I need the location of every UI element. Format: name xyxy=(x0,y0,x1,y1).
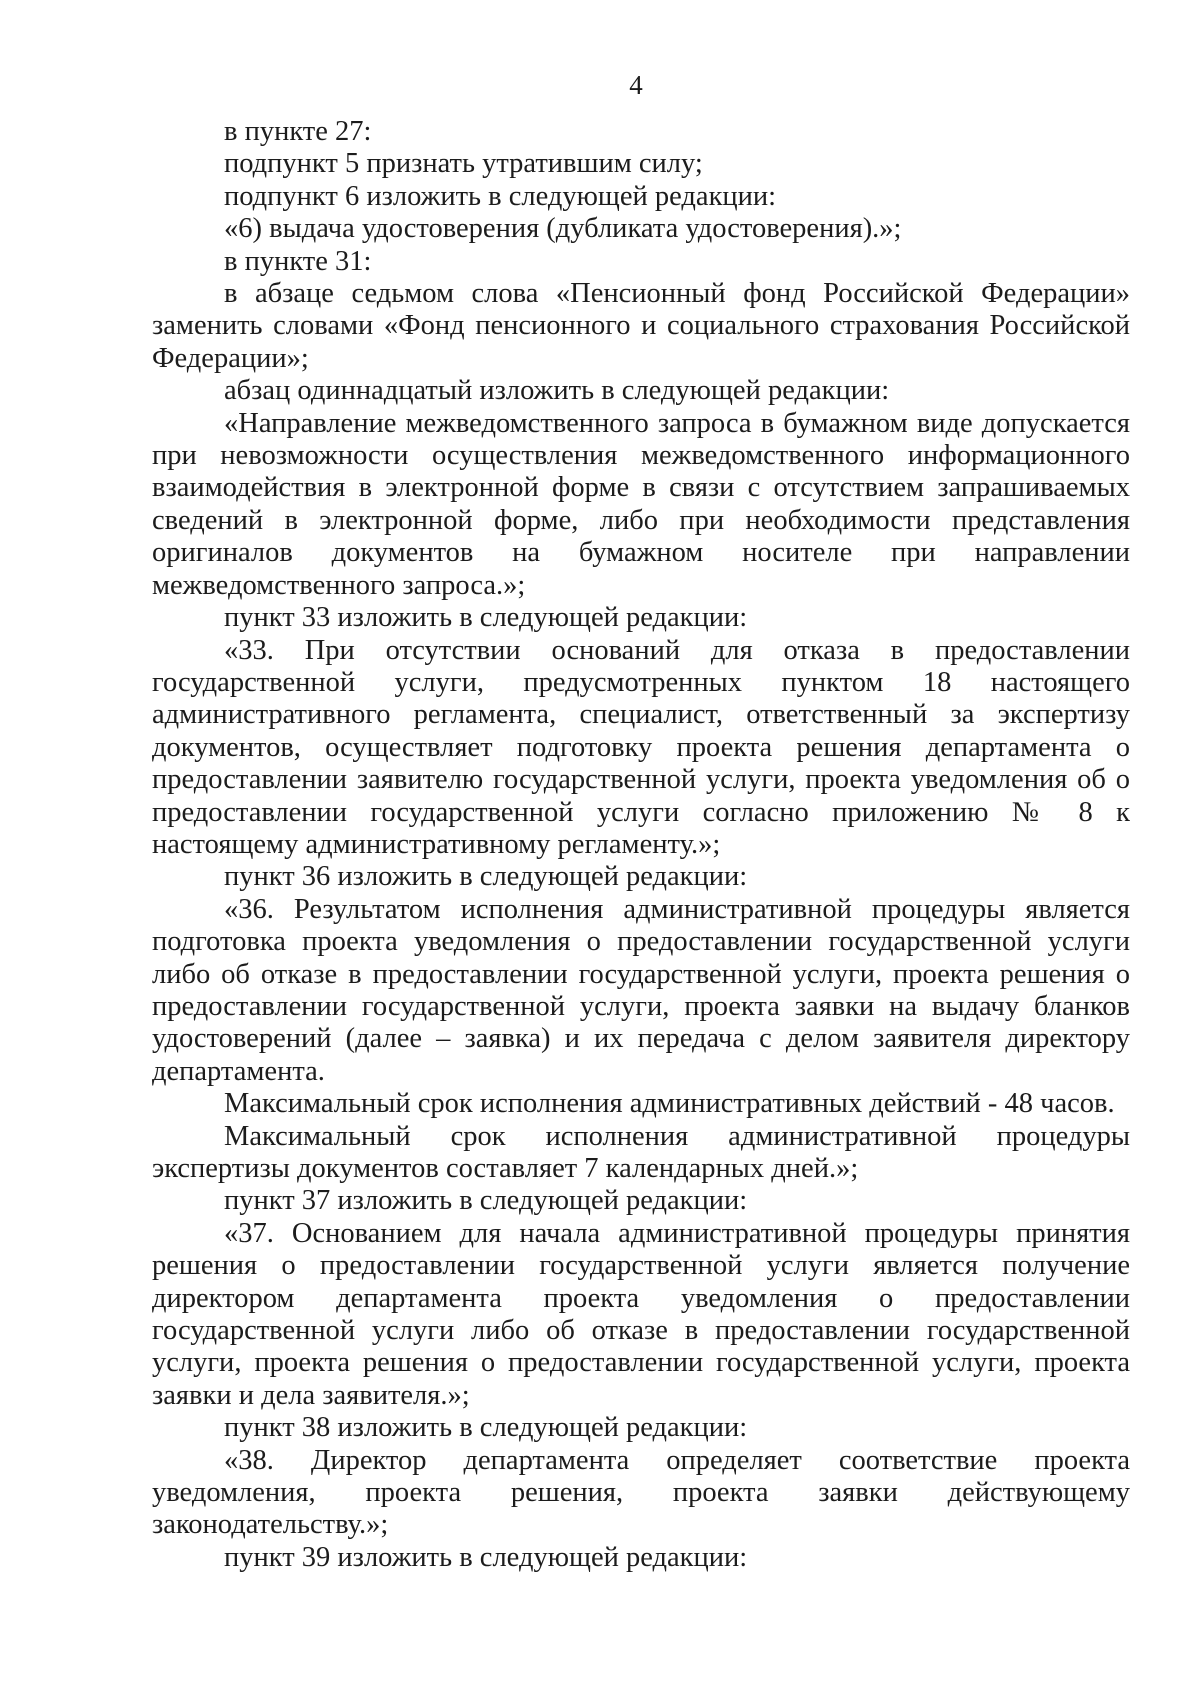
page-number: 4 xyxy=(629,70,643,100)
paragraph: «37. Основанием для начала административной процедуры принятия решения о предоставлении государственной услуги является получение директором департамента проекта уведомления о предоставлении государственной услуги либо об отказе в предоставлении государственной услуги, проекта решения о предоставлении государственной услуги, проекта заявки и дела заявителя.»; xyxy=(152,1217,1130,1411)
paragraph: пункт 39 изложить в следующей редакции: xyxy=(224,1541,748,1573)
paragraph: пункт 33 изложить в следующей редакции: xyxy=(224,602,748,634)
paragraph: подпункт 6 изложить в следующей редакции: xyxy=(224,180,777,212)
paragraph: пункт 38 изложить в следующей редакции: xyxy=(224,1412,748,1444)
paragraph: «Направление межведомственного запроса в бумажном виде допускается при невозможности осуществления межведомственного информационного взаимодействия в электронной форме в связи с отсутствием запрашиваемых сведений в электронной форме, либо при необходимости представления оригиналов документов на бумажном носителе при направлении межведомственного запроса.»; xyxy=(152,407,1130,601)
paragraph: «36. Результатом исполнения административной процедуры является подготовка проекта уведомления о предоставлении государственной услуги либо об отказе в предоставлении государственной услуги, проекта решения о предоставлении государственной услуги, проекта заявки на выдачу бланков удостоверений (далее – заявка) и их передача с делом заявителя директору департамента. xyxy=(152,893,1130,1087)
paragraph: абзац одиннадцатый изложить в следующей редакции: xyxy=(224,375,890,407)
document-body xyxy=(152,116,1130,1574)
paragraph: в пункте 31: xyxy=(224,245,372,277)
paragraph: пункт 36 изложить в следующей редакции: xyxy=(224,861,748,893)
paragraph: в пункте 27: xyxy=(224,116,372,147)
paragraph: подпункт 5 признать утратившим силу; xyxy=(224,148,703,180)
paragraph: «38. Директор департамента определяет соответствие проекта уведомления, проекта решения, проекта заявки действующему законодательству.»; xyxy=(152,1444,1130,1541)
paragraph: «6) выдача удостоверения (дубликата удостоверения).»; xyxy=(224,213,902,245)
paragraph: в абзаце седьмом слова «Пенсионный фонд Российской Федерации» заменить словами «Фонд пенсионного и социального страхования Российской Федерации»; xyxy=(152,278,1130,374)
paragraph: пункт 37 изложить в следующей редакции: xyxy=(224,1185,748,1217)
paragraph: «33. При отсутствии оснований для отказа в предоставлении государственной услуги, предусмотренных пунктом 18 настоящего административного регламента, специалист, ответственный за экспертизу документов, осуществляет подготовку проекта решения департамента о предоставлении заявителю государственной услуги, проекта уведомления об о предоставлении государственной услуги согласно приложению № 8 к настоящему административному регламенту.»; xyxy=(152,634,1130,860)
paragraph: Максимальный срок исполнения административной процедуры экспертизы документов составляет 7 календарных дней.»; xyxy=(152,1120,1130,1184)
paragraph: Максимальный срок исполнения административных действий - 48 часов. xyxy=(224,1088,1115,1120)
